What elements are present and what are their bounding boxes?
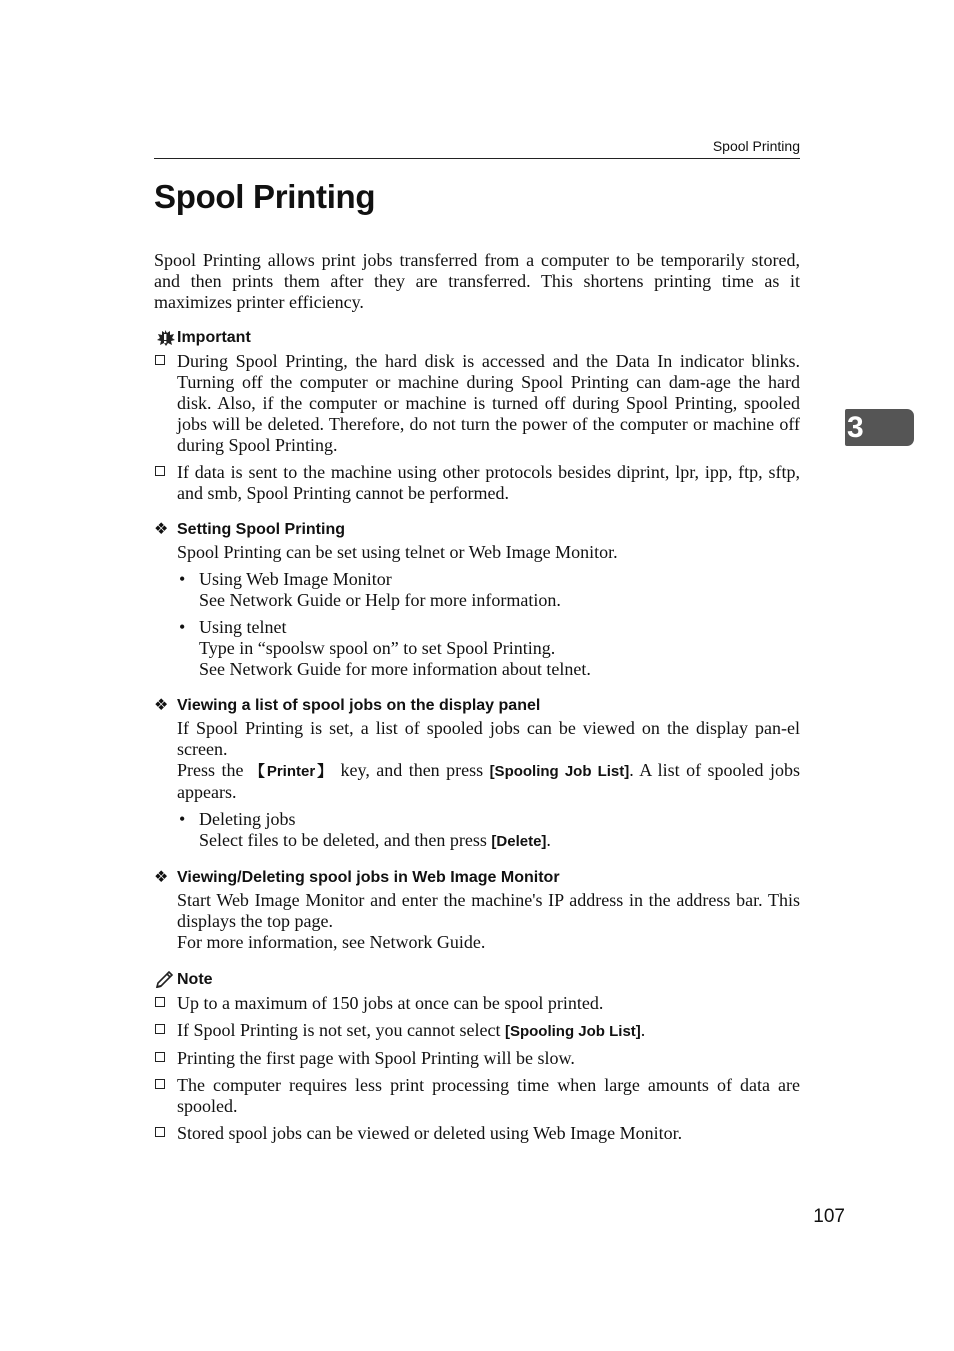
page-title: Spool Printing xyxy=(154,178,376,215)
bullet-item: • Using Web Image Monitor See Network Guide or Help for more information. xyxy=(179,569,561,610)
bullet-icon: • xyxy=(179,569,186,589)
viewing-panel-bullets xyxy=(177,809,800,852)
bullet-item: • Using telnet Type in “spoolsw spool on” to set Spool Printing. See Network Guide for more information about telnet. xyxy=(179,617,591,679)
checkbox-icon xyxy=(155,1024,165,1034)
checkbox-icon xyxy=(155,466,165,476)
page-content xyxy=(154,250,800,1150)
printer-key-label: 【Printer】 xyxy=(249,763,335,780)
diamond-icon: ❖ xyxy=(154,869,169,886)
viewing-web-body xyxy=(154,890,800,953)
note-item: The computer requires less print processing time when large amounts of data are spooled. xyxy=(154,1075,800,1117)
delete-key-label: [Delete] xyxy=(491,833,547,850)
checkbox-icon xyxy=(155,1127,165,1137)
important-label: Important xyxy=(177,329,251,346)
header-rule xyxy=(154,158,800,159)
bullet-item: • Deleting jobs Select files to be deleted, and then press [Delete]. xyxy=(179,809,551,850)
note-item: Up to a maximum of 150 jobs at once can be spool printed. xyxy=(154,993,800,1014)
page-number: 107 xyxy=(813,1206,845,1227)
viewing-web-reference: For more information, see Network Guide. xyxy=(177,932,486,952)
running-head: Spool Printing xyxy=(712,138,800,154)
checkbox-icon xyxy=(155,1052,165,1062)
note-heading xyxy=(154,969,800,990)
important-heading xyxy=(154,327,800,348)
viewing-panel-body xyxy=(154,718,800,852)
important-item: If data is sent to the machine using other protocols besides diprint, lpr, ipp, ftp, sftp, and smb, Spool Printing cannot be performed. xyxy=(154,462,800,504)
note-item: Stored spool jobs can be viewed or deleted using Web Image Monitor. xyxy=(154,1123,800,1144)
chapter-tab xyxy=(845,409,914,446)
note-item: If Spool Printing is not set, you cannot select [Spooling Job List]. xyxy=(154,1020,800,1042)
checkbox-icon xyxy=(155,997,165,1007)
diamond-icon: ❖ xyxy=(154,521,169,538)
setting-body xyxy=(154,542,800,680)
diamond-icon: ❖ xyxy=(154,697,169,714)
setting-bullets xyxy=(177,569,800,680)
note-list xyxy=(154,993,800,1144)
important-list xyxy=(154,351,800,504)
spooling-job-list-label: [Spooling Job List] xyxy=(504,1023,641,1040)
bullet-icon: • xyxy=(179,617,186,637)
spooling-job-list-label: [Spooling Job List] xyxy=(489,763,630,780)
viewing-panel-instruction: Press the 【Printer】 key, and then press [Spooling Job List]. A list of spooled jobs appears. xyxy=(177,760,800,802)
intro-paragraph: Spool Printing allows print jobs transferred from a computer to be temporarily stored, and then prints them after they are transferred. This shortens printing time as it maximizes printer efficiency. xyxy=(154,250,800,312)
checkbox-icon xyxy=(155,355,165,365)
setting-text: Spool Printing can be set using telnet or Web Image Monitor. xyxy=(177,542,618,562)
checkbox-icon xyxy=(155,1079,165,1089)
pencil-icon xyxy=(154,971,176,989)
note-item: Printing the first page with Spool Printing will be slow. xyxy=(154,1048,800,1069)
bullet-icon: • xyxy=(179,809,186,829)
viewing-panel-heading: ❖ Viewing a list of spool jobs on the display panel xyxy=(154,697,541,714)
viewing-web-text: Start Web Image Monitor and enter the machine's IP address in the address bar. This displays the top page. xyxy=(177,890,800,931)
viewing-web-heading: ❖ Viewing/Deleting spool jobs in Web Image Monitor xyxy=(154,869,560,886)
important-icon xyxy=(154,329,176,347)
note-label: Note xyxy=(177,971,213,988)
important-item: During Spool Printing, the hard disk is accessed and the Data In indicator blinks. Turning off the computer or machine during Spool Printing can dam-age the hard disk. Also, if the computer or machine is turned off during Spool Printing, spooled jobs will be deleted. Therefore, do not turn the power of the computer or machine off during Spool Printing. xyxy=(154,351,800,456)
setting-heading: ❖ Setting Spool Printing xyxy=(154,521,345,538)
chapter-number: 3 xyxy=(847,411,864,444)
viewing-panel-text: If Spool Printing is set, a list of spooled jobs can be viewed on the display pan-el screen. xyxy=(177,718,800,759)
